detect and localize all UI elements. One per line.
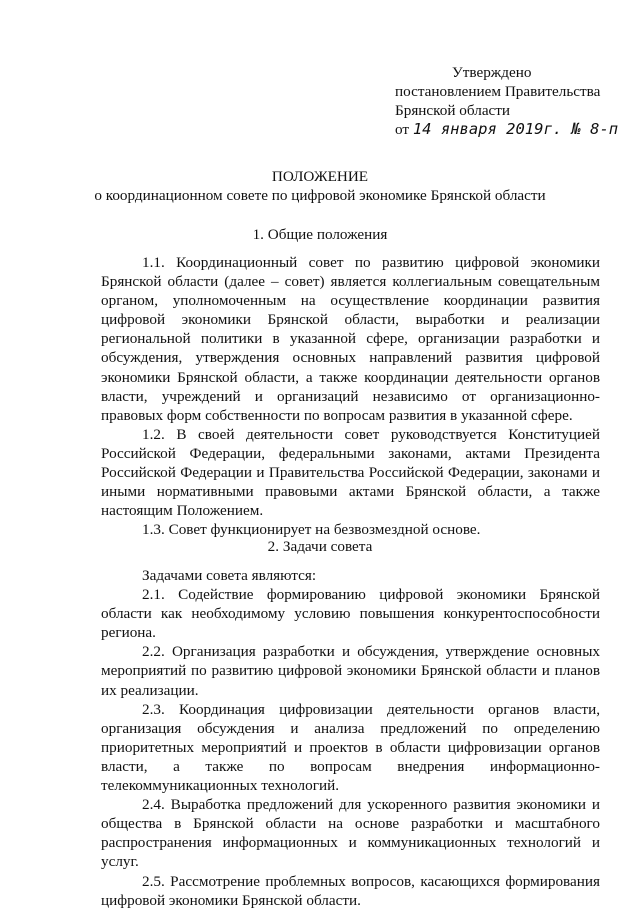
approval-line-region: Брянской области xyxy=(395,102,511,119)
section-1-body xyxy=(101,253,600,539)
approval-line-approved: Утверждено xyxy=(452,64,532,81)
paragraph-2-intro: Задачами совета являются: xyxy=(142,567,317,584)
paragraph-1-2: 1.2. В своей деятельности совет руководствуется Конституцией Российской Федерации, федеральными законами, актами Президента Российской Федерации и Правительства Российской Федерации, законами и иными нормативными правовыми актами Брянской области, а также настоящим Положением. xyxy=(101,425,600,520)
paragraph-2-2: 2.2. Организация разработки и обсуждения, утверждение основных мероприятий по развитию цифровой экономики Брянской области и планов их реализации. xyxy=(101,643,600,699)
approval-stamp-block xyxy=(395,63,618,139)
approval-line-date xyxy=(395,120,618,139)
section-1-heading: 1. Общие положения xyxy=(252,226,388,243)
paragraph-2-3: 2.3. Координация цифровизации деятельности органов власти, организация обсуждения и анализа предложений по определению приоритетных мероприятий и проектов в области цифровизации органов власти, а также по вопросам внедрения информационно-телекоммуникационных технологий. xyxy=(101,700,600,795)
paragraph-1-3: 1.3. Совет функционирует на безвозмездной основе. xyxy=(142,521,481,539)
section-2-body xyxy=(101,566,600,910)
section-2-heading: 2. Задачи совета xyxy=(267,538,373,555)
paragraph-2-5: 2.5. Рассмотрение проблемных вопросов, касающихся формирования цифровой экономики Брянской области. xyxy=(101,872,600,909)
document-subtitle: о координационном совете по цифровой экономике Брянской области xyxy=(94,187,546,204)
paragraph-2-1: 2.1. Содействие формированию цифровой экономики Брянской области как необходимому условию повышения конкурентоспособности региона. xyxy=(101,586,600,642)
paragraph-2-4: 2.4. Выработка предложений для ускоренного развития экономики и общества в Брянской области на основе разработки и масштабного распространения информационных и коммуникационных технологий и услуг. xyxy=(101,796,600,871)
approval-date-prefix: от xyxy=(395,121,410,138)
paragraph-1-1: 1.1. Координационный совет по развитию цифровой экономики Брянской области (далее – совет) является коллегиальным совещательным органом, уполномоченным на осуществление координации развития цифровой экономики Брянской области, выработки и реализации региональной политики в указанной сфере, организации разработки и обсуждения, утверждения основных направлений развития цифровой экономики Брянской области, а также координации деятельности органов власти, учреждений и организаций независимо от организационно-правовых форм собственности по вопросам развития в указанной сфере. xyxy=(101,254,600,424)
approval-line-decree: постановлением Правительства xyxy=(395,83,601,100)
approval-date-handwritten: 14 января 2019г. № 8-п xyxy=(412,120,619,138)
document-title: ПОЛОЖЕНИЕ xyxy=(271,168,369,185)
